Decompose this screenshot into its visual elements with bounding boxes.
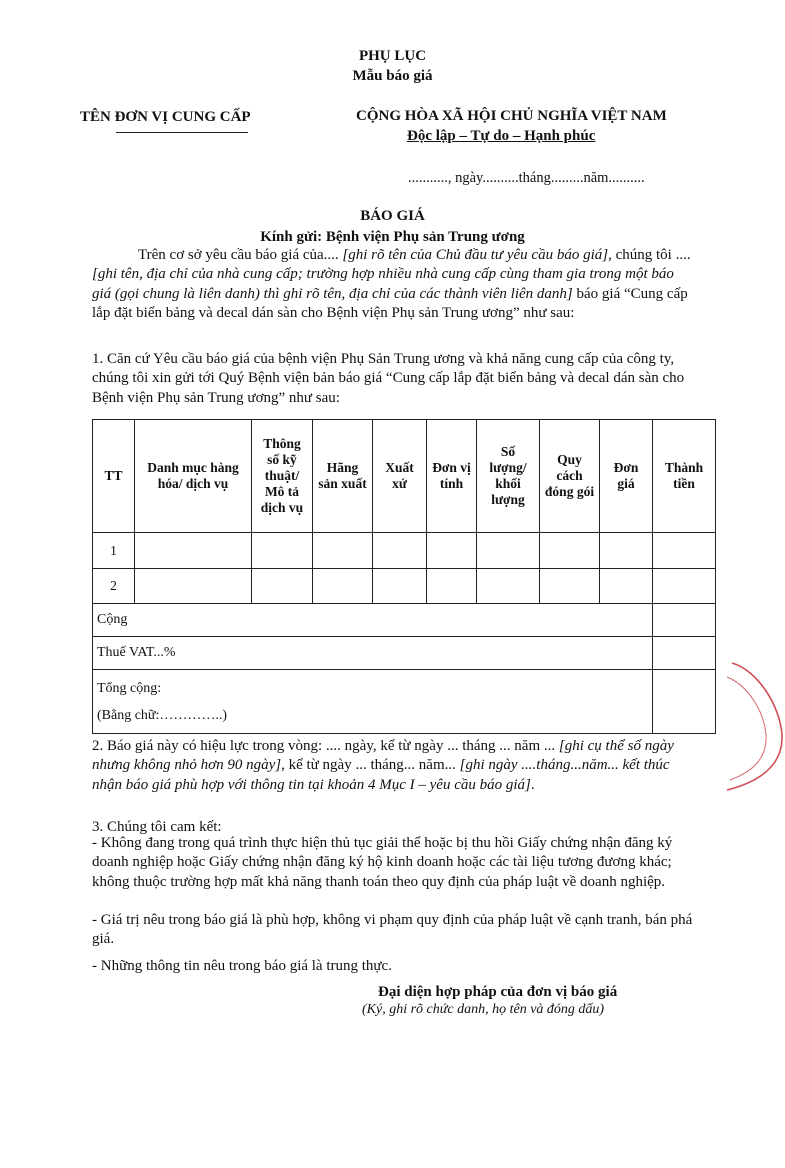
supplier-underline [116,132,248,133]
supplier-heading: TÊN ĐƠN VỊ CUNG CẤP [80,109,251,125]
table-cell [313,533,373,569]
table-cell [477,533,540,569]
intro-italic-1: [ghi rõ tên của Chủ đầu tư yêu cầu báo giá] [342,247,609,263]
item-1: 1. Căn cứ Yêu cầu báo giá của bệnh viện Phụ Sản Trung ương và khả năng cung cấp của công ty, chúng tôi xin gửi tới Quý Bệnh viện bản báo giá “Cung cấp lắp đặt biển bảng và decal dán sàn cho Bệnh viện Phụ sản Trung ương” như sau: [92,351,685,406]
grand-total-label: Tổng cộng: [97,680,162,696]
commitment-bullet: - Không đang trong quá trình thực hiện thủ tục giải thể hoặc bị thu hồi Giấy chứng nhận đăng ký doanh nghiệp hoặc Giấy chứng nhận đăng ký hộ kinh doanh hoặc các tài liệu tương đương khác; không thuộc trường hợp mất khả năng thanh toán theo quy định của pháp luật về doanh nghiệp. [92,835,673,890]
vat-label: Thuế VAT...% [93,637,653,670]
commitment-bullet: - Giá trị nêu trong báo giá là phù hợp, không vi phạm quy định của pháp luật về cạnh tranh, bán phá giá. [92,912,693,948]
table-cell [252,569,313,604]
table-cell [427,569,477,604]
stamp-outer-arc [727,663,782,790]
table-row [93,569,716,604]
table-header-row [93,420,716,533]
item-3: 3. Chúng tôi cam kết: [92,819,222,835]
table-cell [600,569,653,604]
quote-table [92,419,716,734]
item-2-text-2: , kể từ ngày ... tháng... năm... [281,757,460,774]
date-line: ..........., ngày..........tháng.........năm.......... [408,170,645,186]
row-number: 1 [93,533,135,569]
intro-paragraph [92,246,692,323]
signature-note: (Ký, ghi rõ chức danh, họ tên và đóng dấu) [362,1002,605,1017]
total-row [93,604,716,637]
intro-text-3: báo giá “Cung cấp lắp đặt biển bảng và decal dán sàn cho Bệnh viện Phụ sản Trung ương” như sau: [92,285,688,321]
grand-total-row [93,670,716,734]
col-header: Số lượng/ khối lượng [477,420,540,533]
addressee: Kính gửi: Bệnh viện Phụ sản Trung ương [260,229,525,245]
row-number: 2 [93,569,135,604]
document-title: BÁO GIÁ [360,208,425,224]
country-heading: CỘNG HÒA XÃ HỘI CHỦ NGHĨA VIỆT NAM [356,108,667,124]
table-cell [477,569,540,604]
form-subtitle: Mẫu báo giá [352,68,433,84]
intro-text-2: , chúng tôi .... [608,247,691,263]
table-cell [252,533,313,569]
table-row [93,533,716,569]
total-label: Cộng [93,604,653,637]
motto: Độc lập – Tự do – Hạnh phúc [407,128,596,144]
intro-text-1: Trên cơ sở yêu cầu báo giá của.... [138,247,343,263]
grand-total-value-cell [653,670,716,734]
table-cell [540,533,600,569]
stamp-inner-arc [727,677,766,780]
col-header: Hãng sản xuất [313,420,373,533]
vat-row [93,637,716,670]
table-cell [373,569,427,604]
col-header: TT [93,420,135,533]
table-cell [135,569,252,604]
item-2-text-3: . [530,776,535,793]
intro-italic-2: [ghi tên, địa chỉ của nhà cung cấp; trường hợp nhiều nhà cung cấp cùng tham gia trong một báo giá (gọi chung là liên danh) thì ghi rõ tên, địa chỉ của các thành viên liên danh] [92,266,674,302]
table-cell [653,533,716,569]
table-cell [373,533,427,569]
table-cell [427,533,477,569]
col-header: Thành tiền [653,420,716,533]
vat-value-cell [653,637,716,670]
item-2 [92,737,692,795]
commitment-bullet: - Những thông tin nêu trong báo giá là trung thực. [92,958,392,974]
col-header: Đơn giá [600,420,653,533]
table-cell [653,569,716,604]
table-cell [313,569,373,604]
item-2-italic-1: [ghi cụ thể số ngày nhưng không nhỏ hơn 90 ngày] [92,738,674,774]
col-header: Thông số kỹ thuật/ Mô tả dịch vụ [252,420,313,533]
table-cell [600,533,653,569]
col-header: Đơn vị tính [427,420,477,533]
item-2-text-1: 2. Báo giá này có hiệu lực trong vòng: .... ngày, kể từ ngày ... tháng ... năm ... [92,738,559,754]
appendix-title: PHỤ LỤC [358,48,427,64]
total-value-cell [653,604,716,637]
signature-title: Đại diện hợp pháp của đơn vị báo giá [378,984,618,1000]
col-header: Danh mục hàng hóa/ dịch vụ [135,420,252,533]
col-header: Quy cách đóng gói [540,420,600,533]
table-cell [135,533,252,569]
amount-in-words-label: (Bằng chữ:…………..) [97,707,228,723]
grand-total-cell [93,670,653,734]
table-cell [540,569,600,604]
col-header: Xuất xứ [373,420,427,533]
item-2-italic-2: [ghi ngày ....tháng...năm... kết thúc nhận báo giá phù hợp với thông tin tại khoản 4 Mục I – yêu cầu báo giá] [92,757,670,793]
partial-stamp-mark [712,655,785,795]
